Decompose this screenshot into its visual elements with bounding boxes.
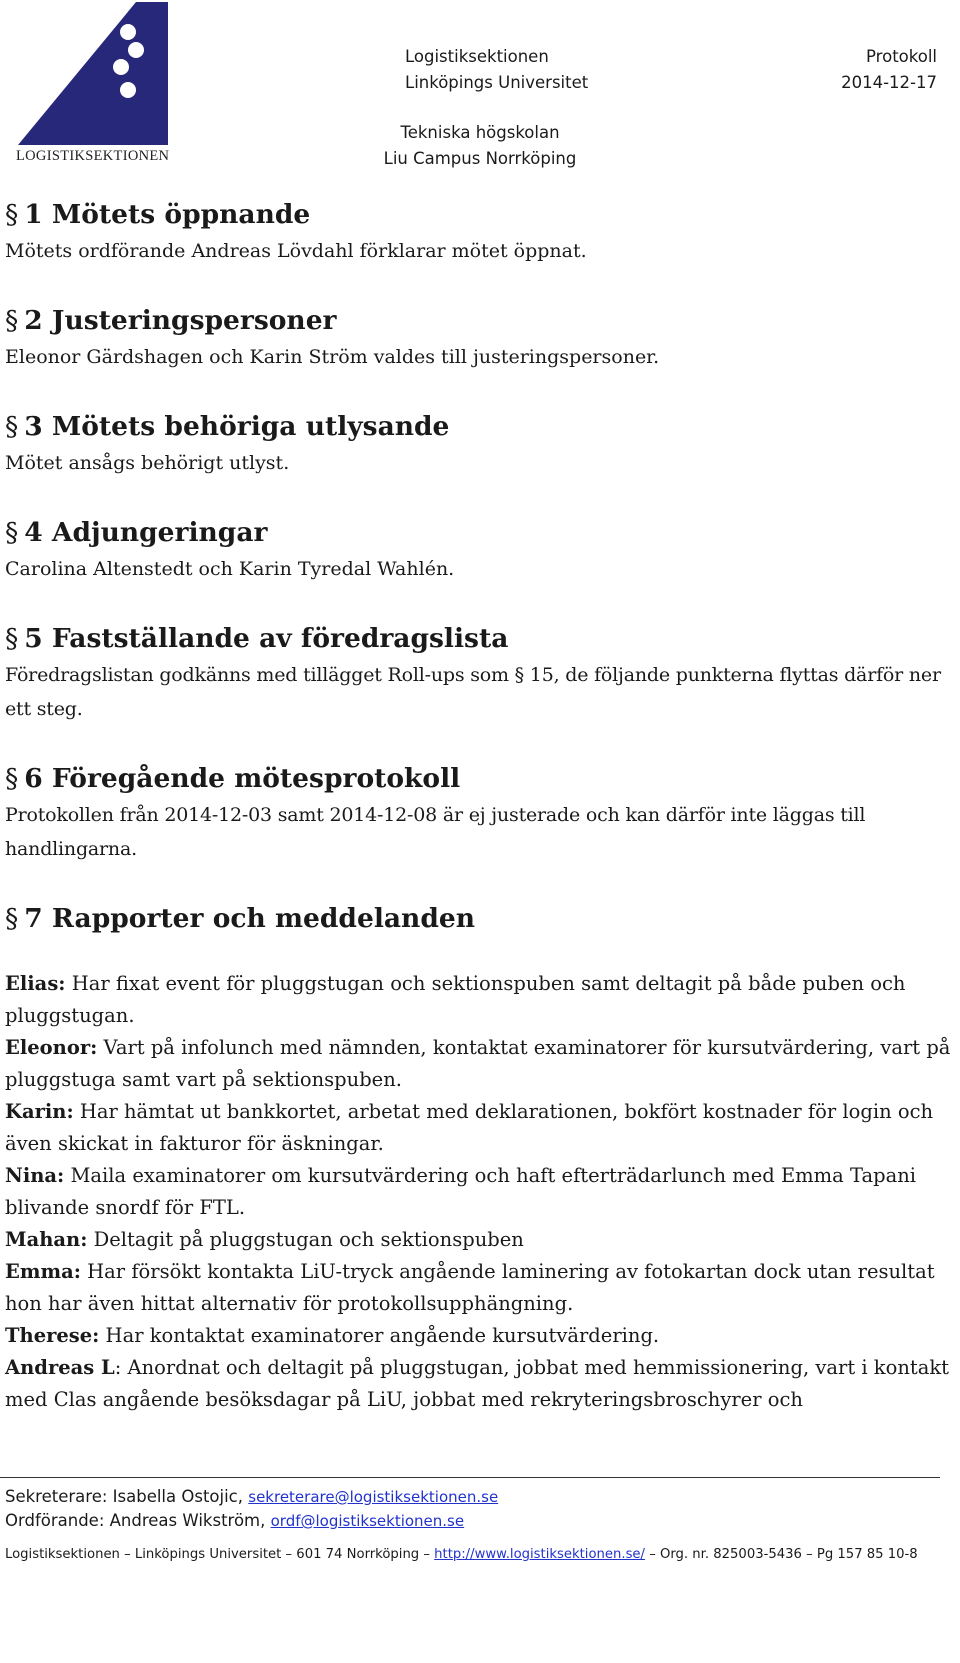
section-5 [5, 620, 955, 726]
report-text: : Anordnat och deltagit på pluggstugan, jobbat med hemmissionering, vart i kontakt med Clas angående besöksdagar på LiU, jobbat med rekryteringsbroschyrer och [5, 1356, 950, 1411]
section-heading [5, 302, 955, 340]
section-title: 7 Rapporter och meddelanden [24, 903, 475, 934]
report-item [5, 1224, 955, 1256]
section-text: Protokollen från 2014-12-03 samt 2014-12-08 är ej justerade och kan därför inte läggas till handlingarna. [5, 804, 866, 860]
section-text: Mötet ansågs behörigt utlyst. [5, 452, 290, 474]
report-text: Har kontaktat examinatorer angående kursutvärdering. [99, 1324, 660, 1347]
section-heading [5, 760, 955, 798]
logo [14, 2, 174, 164]
section-heading [5, 408, 955, 446]
report-item [5, 1096, 955, 1160]
report-item [5, 1352, 955, 1416]
campus-name: Liu Campus Norrköping [383, 149, 577, 168]
address-text: Logistiksektionen – Linköpings Universitet – 601 74 Norrköping – [5, 1547, 435, 1562]
reports-list [5, 968, 955, 1416]
section-title: 4 Adjungeringar [24, 517, 268, 548]
website-link[interactable]: http://www.logistiksektionen.se/ [434, 1547, 645, 1562]
section-text: Mötets ordförande Andreas Lövdahl förklarar mötet öppnat. [5, 240, 587, 262]
section-title: 2 Justeringspersoner [24, 305, 337, 336]
org-number-text: – Org. nr. 825003-5436 – Pg 157 85 10-8 [645, 1547, 918, 1562]
report-item [5, 1032, 955, 1096]
header-organization [405, 44, 588, 96]
university-name: Linköpings Universitet [405, 73, 589, 92]
section-title: 3 Mötets behöriga utlysande [24, 411, 450, 442]
section-sign: § [5, 763, 19, 794]
footer-chair [5, 1511, 464, 1530]
report-name: Eleonor: [5, 1036, 98, 1059]
section-text: Carolina Altenstedt och Karin Tyredal Wahlén. [5, 558, 455, 580]
footer-divider [0, 1477, 940, 1478]
section-heading [5, 900, 955, 938]
footer-address [5, 1547, 918, 1562]
report-item [5, 1256, 955, 1320]
report-text: Deltagit på pluggstugan och sektionspuben [87, 1228, 524, 1251]
section-heading [5, 620, 955, 658]
section-2 [5, 302, 955, 374]
section-sign: § [5, 903, 19, 934]
org-name: Logistiksektionen [405, 47, 549, 66]
protocol-body [5, 196, 955, 1416]
report-text: Vart på infolunch med nämnden, kontaktat examinatorer för kursutvärdering, vart på pluggstuga samt vart på sektionspuben. [5, 1036, 951, 1091]
chair-label: Ordförande: Andreas Wikström, [5, 1511, 271, 1530]
report-text: Maila examinatorer om kursutvärdering och haft efterträdarlunch med Emma Tapani blivande snordf för FTL. [5, 1164, 917, 1219]
report-item [5, 968, 955, 1032]
section-text: Eleonor Gärdshagen och Karin Ström valdes till justeringspersoner. [5, 346, 660, 368]
report-name: Nina: [5, 1164, 65, 1187]
section-text: Föredragslistan godkänns med tillägget Roll-ups som § 15, de följande punkterna flyttas därför ner ett steg. [5, 664, 941, 720]
secretary-email-link[interactable]: sekreterare@logistiksektionen.se [248, 1488, 499, 1506]
section-sign: § [5, 305, 19, 336]
section-sign: § [5, 199, 19, 230]
section-3 [5, 408, 955, 480]
section-heading [5, 514, 955, 552]
report-name: Andreas L [5, 1356, 115, 1379]
document-date: 2014-12-17 [841, 73, 937, 92]
section-sign: § [5, 411, 19, 442]
section-4 [5, 514, 955, 586]
section-sign: § [5, 623, 19, 654]
chair-email-link[interactable]: ordf@logistiksektionen.se [270, 1512, 465, 1530]
footer-secretary [5, 1487, 498, 1506]
report-name: Mahan: [5, 1228, 88, 1251]
header-document-info [841, 44, 937, 96]
logo-text: LOGISTIKSEKTIONEN [16, 148, 170, 164]
report-name: Emma: [5, 1260, 81, 1283]
report-text: Har fixat event för pluggstugan och sektionspuben samt deltagit på både puben och pluggstugan. [5, 972, 906, 1027]
header-campus [380, 120, 580, 172]
report-name: Karin: [5, 1100, 74, 1123]
report-text: Har försökt kontakta LiU-tryck angående laminering av fotokartan dock utan resultat hon har även hittat alternativ för protokollsupphängning. [5, 1260, 935, 1315]
section-7 [5, 900, 955, 938]
report-text: Har hämtat ut bankkortet, arbetat med deklarationen, bokfört kostnader för login och även skickat in fakturor för äskningar. [5, 1100, 934, 1155]
section-sign: § [5, 517, 19, 548]
logo-emblem-icon [18, 2, 168, 145]
faculty-name: Tekniska högskolan [400, 123, 560, 142]
section-title: 1 Mötets öppnande [24, 199, 311, 230]
secretary-label: Sekreterare: Isabella Ostojic, [5, 1487, 249, 1506]
report-item [5, 1160, 955, 1224]
section-title: 6 Föregående mötesprotokoll [24, 763, 461, 794]
section-1 [5, 196, 955, 268]
report-name: Therese: [5, 1324, 100, 1347]
report-item [5, 1320, 955, 1352]
section-6 [5, 760, 955, 866]
section-heading [5, 196, 955, 234]
report-name: Elias: [5, 972, 66, 995]
section-title: 5 Fastställande av föredragslista [24, 623, 509, 654]
document-type: Protokoll [866, 47, 937, 66]
